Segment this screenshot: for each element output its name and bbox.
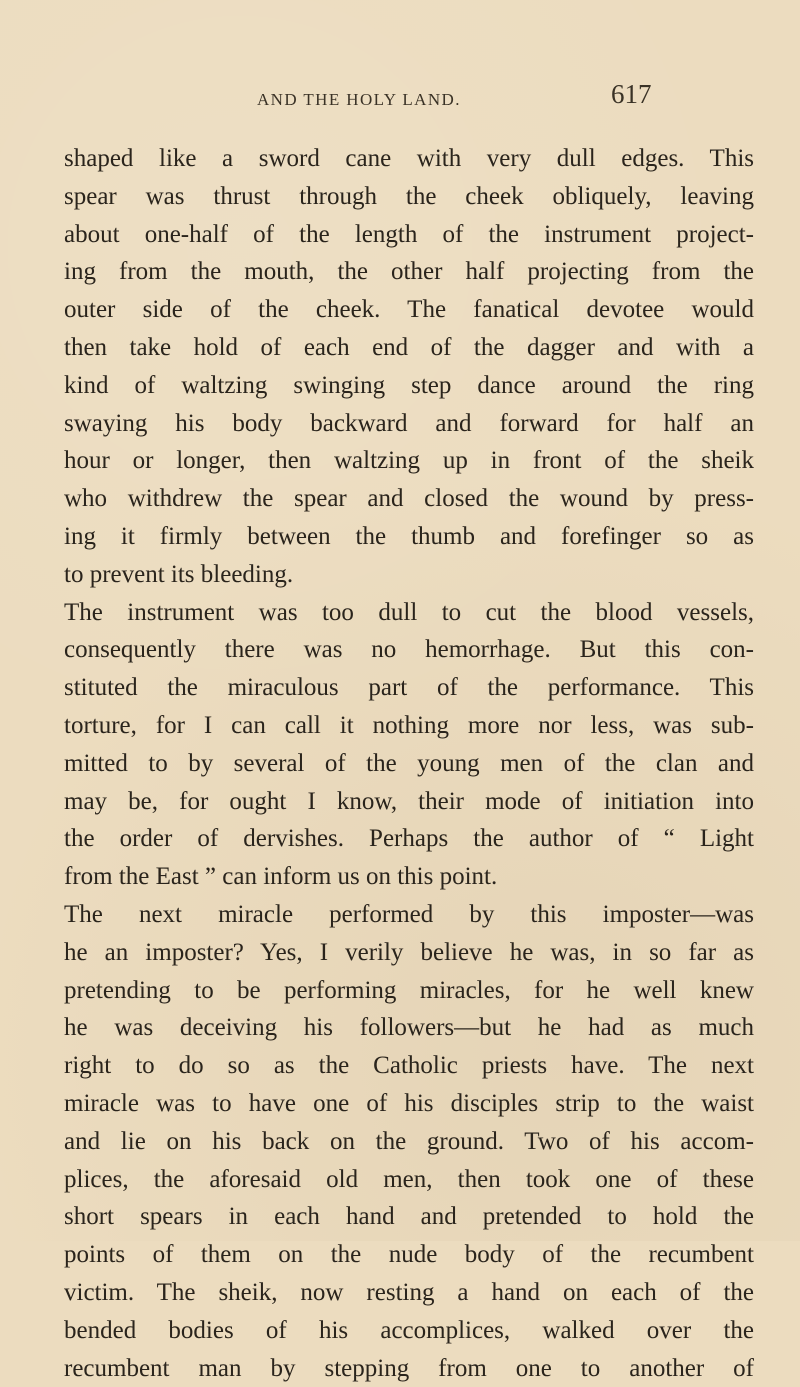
body-text [64, 140, 754, 1387]
text-line: who withdrew the spear and closed the wound by press- [64, 480, 754, 518]
text-line: recumbent man by stepping from one to another of [64, 1350, 754, 1387]
text-line: pretending to be performing miracles, for he well knew [64, 972, 754, 1010]
text-line: then take hold of each end of the dagger and with a [64, 329, 754, 367]
text-line: he was deceiving his followers—but he had as much [64, 1009, 754, 1047]
text-line: short spears in each hand and pretended to hold the [64, 1198, 754, 1236]
text-line: right to do so as the Catholic priests have. The next [64, 1047, 754, 1085]
text-line: The instrument was too dull to cut the blood vessels, [64, 594, 754, 632]
text-line: miracle was to have one of his disciples strip to the waist [64, 1085, 754, 1123]
text-line: The next miracle performed by this imposter—was [64, 896, 754, 934]
text-line: points of them on the nude body of the recumbent [64, 1236, 754, 1274]
text-line: to prevent its bleeding. [64, 556, 754, 594]
text-line: spear was thrust through the cheek obliquely, leaving [64, 178, 754, 216]
text-line: the order of dervishes. Perhaps the author of “ Light [64, 820, 754, 858]
text-line: consequently there was no hemorrhage. But this con- [64, 631, 754, 669]
text-line: ing from the mouth, the other half projecting from the [64, 253, 754, 291]
text-line: victim. The sheik, now resting a hand on each of the [64, 1274, 754, 1312]
text-line: hour or longer, then waltzing up in front of the sheik [64, 442, 754, 480]
text-line: and lie on his back on the ground. Two of his accom- [64, 1123, 754, 1161]
text-line: torture, for I can call it nothing more nor less, was sub- [64, 707, 754, 745]
text-line: plices, the aforesaid old men, then took one of these [64, 1161, 754, 1199]
text-line: swaying his body backward and forward for half an [64, 405, 754, 443]
page-number: 617 [611, 79, 652, 110]
text-line: mitted to by several of the young men of the clan and [64, 745, 754, 783]
text-line: outer side of the cheek. The fanatical devotee would [64, 291, 754, 329]
text-line: bended bodies of his accomplices, walked over the [64, 1312, 754, 1350]
text-line: he an imposter? Yes, I verily believe he was, in so far as [64, 934, 754, 972]
text-line: may be, for ought I know, their mode of initiation into [64, 783, 754, 821]
text-line: kind of waltzing swinging step dance around the ring [64, 367, 754, 405]
running-head: AND THE HOLY LAND. [257, 90, 461, 110]
text-line: about one-half of the length of the instrument project- [64, 216, 754, 254]
text-line: ing it firmly between the thumb and forefinger so as [64, 518, 754, 556]
text-line: shaped like a sword cane with very dull edges. This [64, 140, 754, 178]
text-line: from the East ” can inform us on this point. [64, 858, 754, 896]
text-line: stituted the miraculous part of the performance. This [64, 669, 754, 707]
